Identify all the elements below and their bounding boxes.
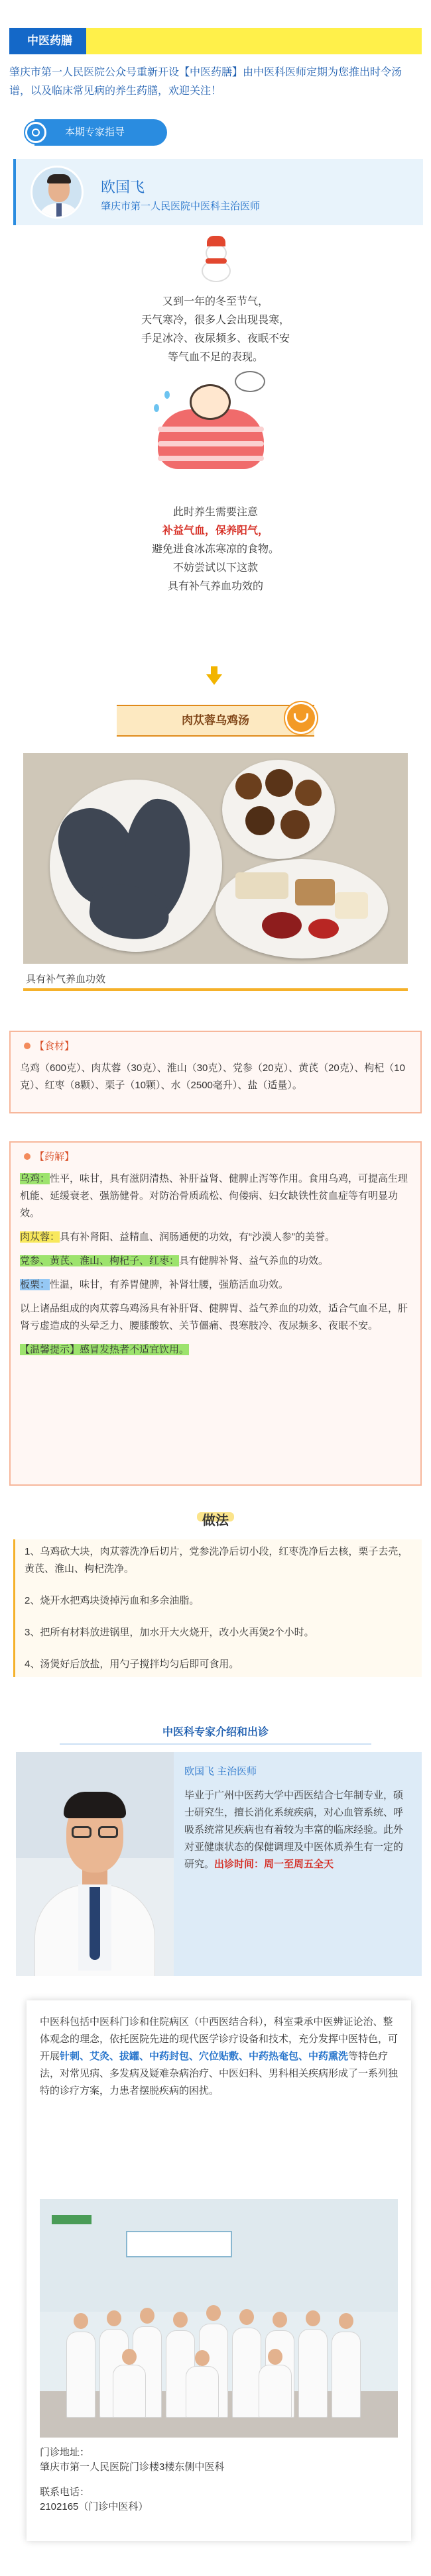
- method-steps: [13, 1539, 422, 1677]
- expert-card: [13, 159, 423, 225]
- address-label: 门诊地址：: [40, 2447, 90, 2458]
- department-card: [27, 2000, 411, 2541]
- analysis-box: [9, 1141, 422, 1486]
- analysis-para: 板栗：性温，味甘，有养胃健脾，补肾壮腰，强筋活血功效。: [20, 1279, 289, 1290]
- doctor-bio: 毕业于广州中医药大学中西医结合七年制专业，硕士研究生，擅长消化系统疾病，对心血管系统、呼吸系统常见疾病也有着较为丰富的临床经验。此外对亚健康状态的保健调理及中医体质养生有一定的研究。出诊时间：周一至周五全天: [184, 1790, 404, 1870]
- ingredients-box: [9, 1031, 422, 1113]
- doctor-info: [174, 1752, 422, 1976]
- snowman-icon: [199, 236, 233, 282]
- section-title: 中医科专家介绍和出诊: [162, 1727, 269, 1738]
- method-step: 2、烧开水把鸡块烫掉污血和多余油脂。: [25, 1595, 200, 1606]
- phone-value: 2102165（门诊中医科）: [40, 2501, 149, 2512]
- intro-text: 肇庆市第一人民医院公众号重新开设【中医药膳】由中医科医师定期为您推出时令汤谱，以及临床常见病的养生药膳，欢迎关注！: [9, 67, 402, 97]
- phone-label: 联系电话：: [40, 2487, 90, 2498]
- sick-person-illustration: [145, 371, 284, 470]
- poem-line: 等气血不足的表现。: [167, 352, 263, 363]
- ingredients-head: 【食材】: [20, 1039, 74, 1053]
- analysis-para: 乌鸡：性平，味甘，具有滋阴清热、补肝益肾、健脾止泻等作用。食用乌鸡，可提高生理机能、延缓衰老、强筋健骨。对防治骨质疏松、佝偻病、妇女缺铁性贫血症等有明显功效。: [20, 1173, 408, 1219]
- analysis-summary: 以上诸品组成的肉苁蓉乌鸡汤具有补肝肾、健脾胃、益气养血的功效，适合气血不足，肝肾亏虚造成的头晕乏力、腰膝酸软、关节僵痛、畏寒肢冷、夜尿频多、夜眠不安。: [20, 1303, 408, 1331]
- poem-line: 又到一年的冬至节气，: [162, 296, 269, 307]
- staff-group-photo: [40, 2199, 398, 2438]
- poem-block-1: [0, 293, 431, 367]
- photo-caption: 具有补气养血功效: [23, 968, 408, 991]
- expert-title: 肇庆市第一人民医院中医科主治医师: [101, 201, 261, 212]
- analysis-para: 党参、黄芪、淮山、枸杞子、红枣：具有健脾补肾、益气养血的功效。: [20, 1255, 329, 1266]
- poem-line: 天气寒冷，很多人会出现畏寒，: [141, 315, 290, 326]
- food-photo: [23, 753, 408, 964]
- expert-tab-label: 本期专家指导: [65, 127, 125, 138]
- ingredients-text: 乌鸡（600克）、肉苁蓉（30克）、淮山（30克）、党参（20克）、黄芪（20克）、枸杞（10克）、红枣（8颗）、栗子（10颗）、水（2500毫升）、盐（适量）。: [20, 1062, 405, 1091]
- address-value: 肇庆市第一人民医院门诊楼3楼东侧中医科: [40, 2461, 225, 2473]
- poem-line: 此时养生需要注意: [172, 507, 258, 518]
- method-step: 4、汤煲好后放盐，用勺子搅拌均匀后即可食用。: [25, 1659, 239, 1670]
- poem-block-2: [0, 503, 431, 596]
- department-text: 中医科包括中医科门诊和住院病区（中西医结合科），科室秉承中医辨证论治、整体观念的理念，依托医院先进的现代医学诊疗设备和技术，充分发挥中医特色，可开展针刺、艾灸、拔罐、中药封包、穴位贴敷、中药热奄包、中药熏洗等特色疗法，对常见病、多发病及疑难杂病治疗、中医妇科、男科相关疾病形成了一系列独特的诊疗方案，力患者摆脱疾病的困扰。: [40, 2016, 399, 2096]
- analysis-para: 肉苁蓉：具有补肾阳、益精血、润肠通便的功效，有“沙漠人参”的美誉。: [20, 1231, 336, 1243]
- recipe-title: 肉苁蓉乌鸡汤: [117, 705, 314, 737]
- analysis-head: 【药解】: [20, 1149, 74, 1163]
- category-tag: 中医药膳: [13, 28, 86, 54]
- poem-line: 手足冰冷、夜尿频多、夜眠不安: [141, 333, 290, 344]
- doctor-photo: [16, 1752, 174, 1976]
- avatar: [31, 166, 84, 219]
- expert-tab: [34, 119, 167, 146]
- method-step: 1、乌鸡砍大块，肉苁蓉洗净后切片，党参洗净后切小段，红枣洗净后去核，栗子去壳，黄芪、淮山、枸杞洗净。: [25, 1546, 408, 1574]
- analysis-tip: 【温馨提示】感冒发热者不适宜饮用。: [20, 1344, 190, 1355]
- method-step: 3、把所有材料放进锅里，加水开大火烧开，改小火再煲2个小时。: [25, 1627, 314, 1638]
- department-address: [40, 2446, 224, 2514]
- poem-line: 不妨尝试以下这款: [172, 562, 258, 574]
- doctor-name: 欧国飞 主治医师: [184, 1766, 257, 1777]
- category-bar: [9, 28, 422, 54]
- doctor-time: 出诊时间：周一至周五全天: [214, 1859, 334, 1870]
- poem-highlight: 补益气血，保养阳气，: [162, 525, 269, 537]
- expert-name: 欧国飞: [101, 179, 145, 195]
- arrow-down-icon: [206, 674, 222, 685]
- method-title: 做法: [202, 1514, 229, 1528]
- divider: [60, 1743, 371, 1745]
- poem-line: 具有补气养血功效的: [167, 581, 263, 592]
- bowl-icon: [285, 702, 317, 734]
- poem-line: 避免进食冰冻寒凉的食物。: [151, 544, 279, 555]
- user-icon: [25, 122, 46, 143]
